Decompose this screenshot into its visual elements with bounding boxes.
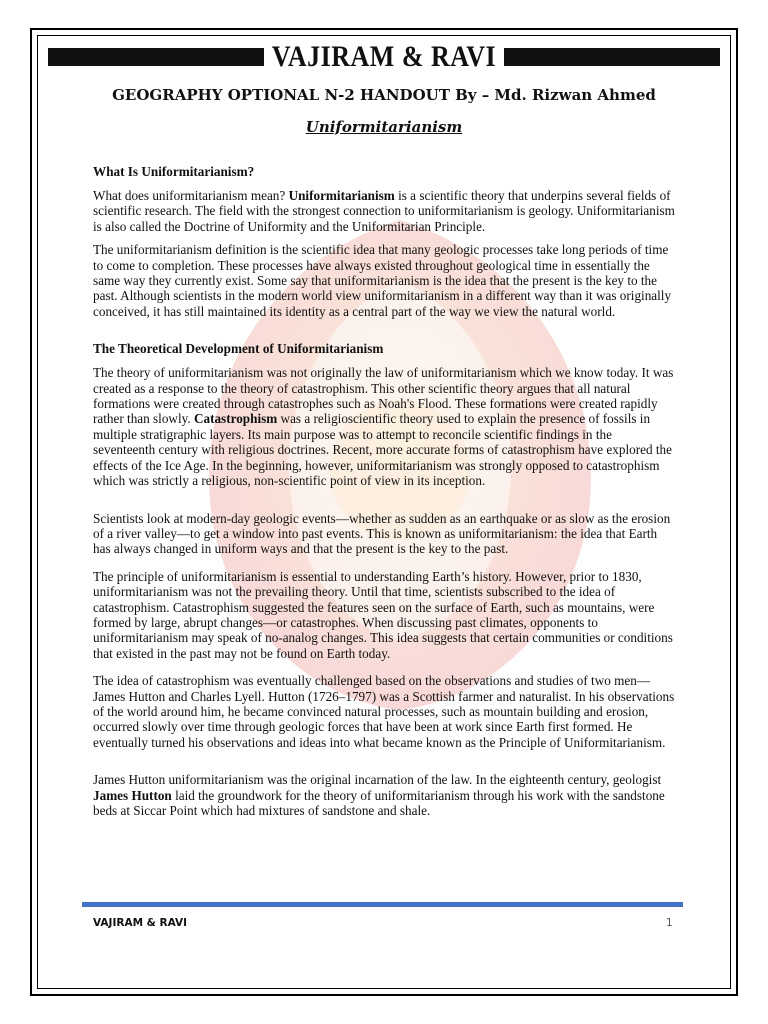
paragraph: The idea of catastrophism was eventually challenged based on the observations and studies of two men—James Hutton and Charles Lyell. Hutton (1726–1797) was a Scottish farmer and naturalist. In his observations of the world around him, he became convinced natural processes, such as mountain building and erosion, occurred slowly over time through geologic forces that have been at work since Earth first formed. He eventually turned his observations and ideas into what became known as the Principle of Uniformitarianism.: [93, 673, 675, 750]
paragraph: The theory of uniformitarianism was not originally the law of uniformitarianism which we know today. It was created as a response to the theory of catastrophism. This other scientific theory argues that all natural formations were created through catastrophes such as Noah's Flood. These formations were created rapidly rather than slowly. Catastrophism was a religioscientific theory used to explain the presence of fossils in multiple stratigraphic layers. Its main purpose was to attempt to reconcile scientific findings in the seventeenth century with religious doctrines. Recent, more accurate forms of catastrophism have explored the effects of the Ice Age. In the beginning, however, uniformitarianism was strongly opposed to catastrophism which was strictly a religious, non-scientific point of view in its inception.: [93, 365, 674, 489]
paragraph: The principle of uniformitarianism is essential to understanding Earth’s history. However, prior to 1830, uniformitarianism was not the prevailing theory. Until that time, scientists subscribed to the idea of catastrophism. Catastrophism suggested the features seen on the surface of Earth, such as mountains, were formed by large, abrupt changes—or catastrophes. When discussing past climates, opponents to uniformitarianism may speak of no-analog changes. This idea suggests that certain communities or conditions that existed in the past may not be found on Earth today.: [93, 568, 673, 661]
paragraph: Scientists look at modern-day geologic events—whether as sudden as an earthquake or as slow as the erosion of a river valley—to get a window into past events. This is known as uniformitarianism: the idea that Earth has always changed in uniform ways and that the present is the key to the past.: [93, 510, 671, 557]
brand-header: [48, 39, 720, 74]
paragraph: The uniformitarianism definition is the scientific idea that many geologic processes take long periods of time to come to completion. These processes have always existed throughout geological time in essentially the same way they currently exist. Some say that uniformitarianism is the idea that the present is the key to the past. Although scientists in the modern world view uniformitarianism in a different way than it was originally conceived, it has still maintained its identity as a central part of the way we view the natural world.: [93, 242, 672, 319]
paragraph: James Hutton uniformitarianism was the original incarnation of the law. In the eighteenth century, geologist James Hutton laid the groundwork for the theory of uniformitarianism through his work with the sandstone beds at Siccar Point which had mixtures of sandstone and shale.: [93, 772, 665, 818]
header-bar-right: [504, 48, 720, 66]
footer-rule: [82, 902, 683, 907]
document-title: Uniformitarianism: [305, 118, 463, 136]
bold-term: Uniformitarianism: [288, 188, 395, 203]
paragraph: What does uniformitarianism mean? Uniformitarianism is a scientific theory that underpins several fields of scientific research. The field with the strongest connection to uniformitarianism is geology. Uniformitarianism is also called the Doctrine of Uniformity and the Uniformitarian Principle.: [93, 188, 675, 234]
section-heading-theoretical-development: The Theoretical Development of Uniformitarianism: [93, 341, 384, 357]
page-number: 1: [666, 917, 673, 929]
bold-term: James Hutton: [93, 787, 172, 803]
section-heading-what-is: What Is Uniformitarianism?: [93, 164, 255, 179]
footer-brand: VAJIRAM & RAVI: [93, 917, 188, 929]
document-body: [93, 164, 677, 826]
header-bar-left: [48, 48, 264, 66]
handout-title: GEOGRAPHY OPTIONAL N-2 HANDOUT By – Md. Rizwan Ahmed: [112, 86, 656, 104]
bold-term: Catastrophism: [193, 411, 278, 427]
brand-name: VAJIRAM & RAVI: [271, 39, 497, 74]
